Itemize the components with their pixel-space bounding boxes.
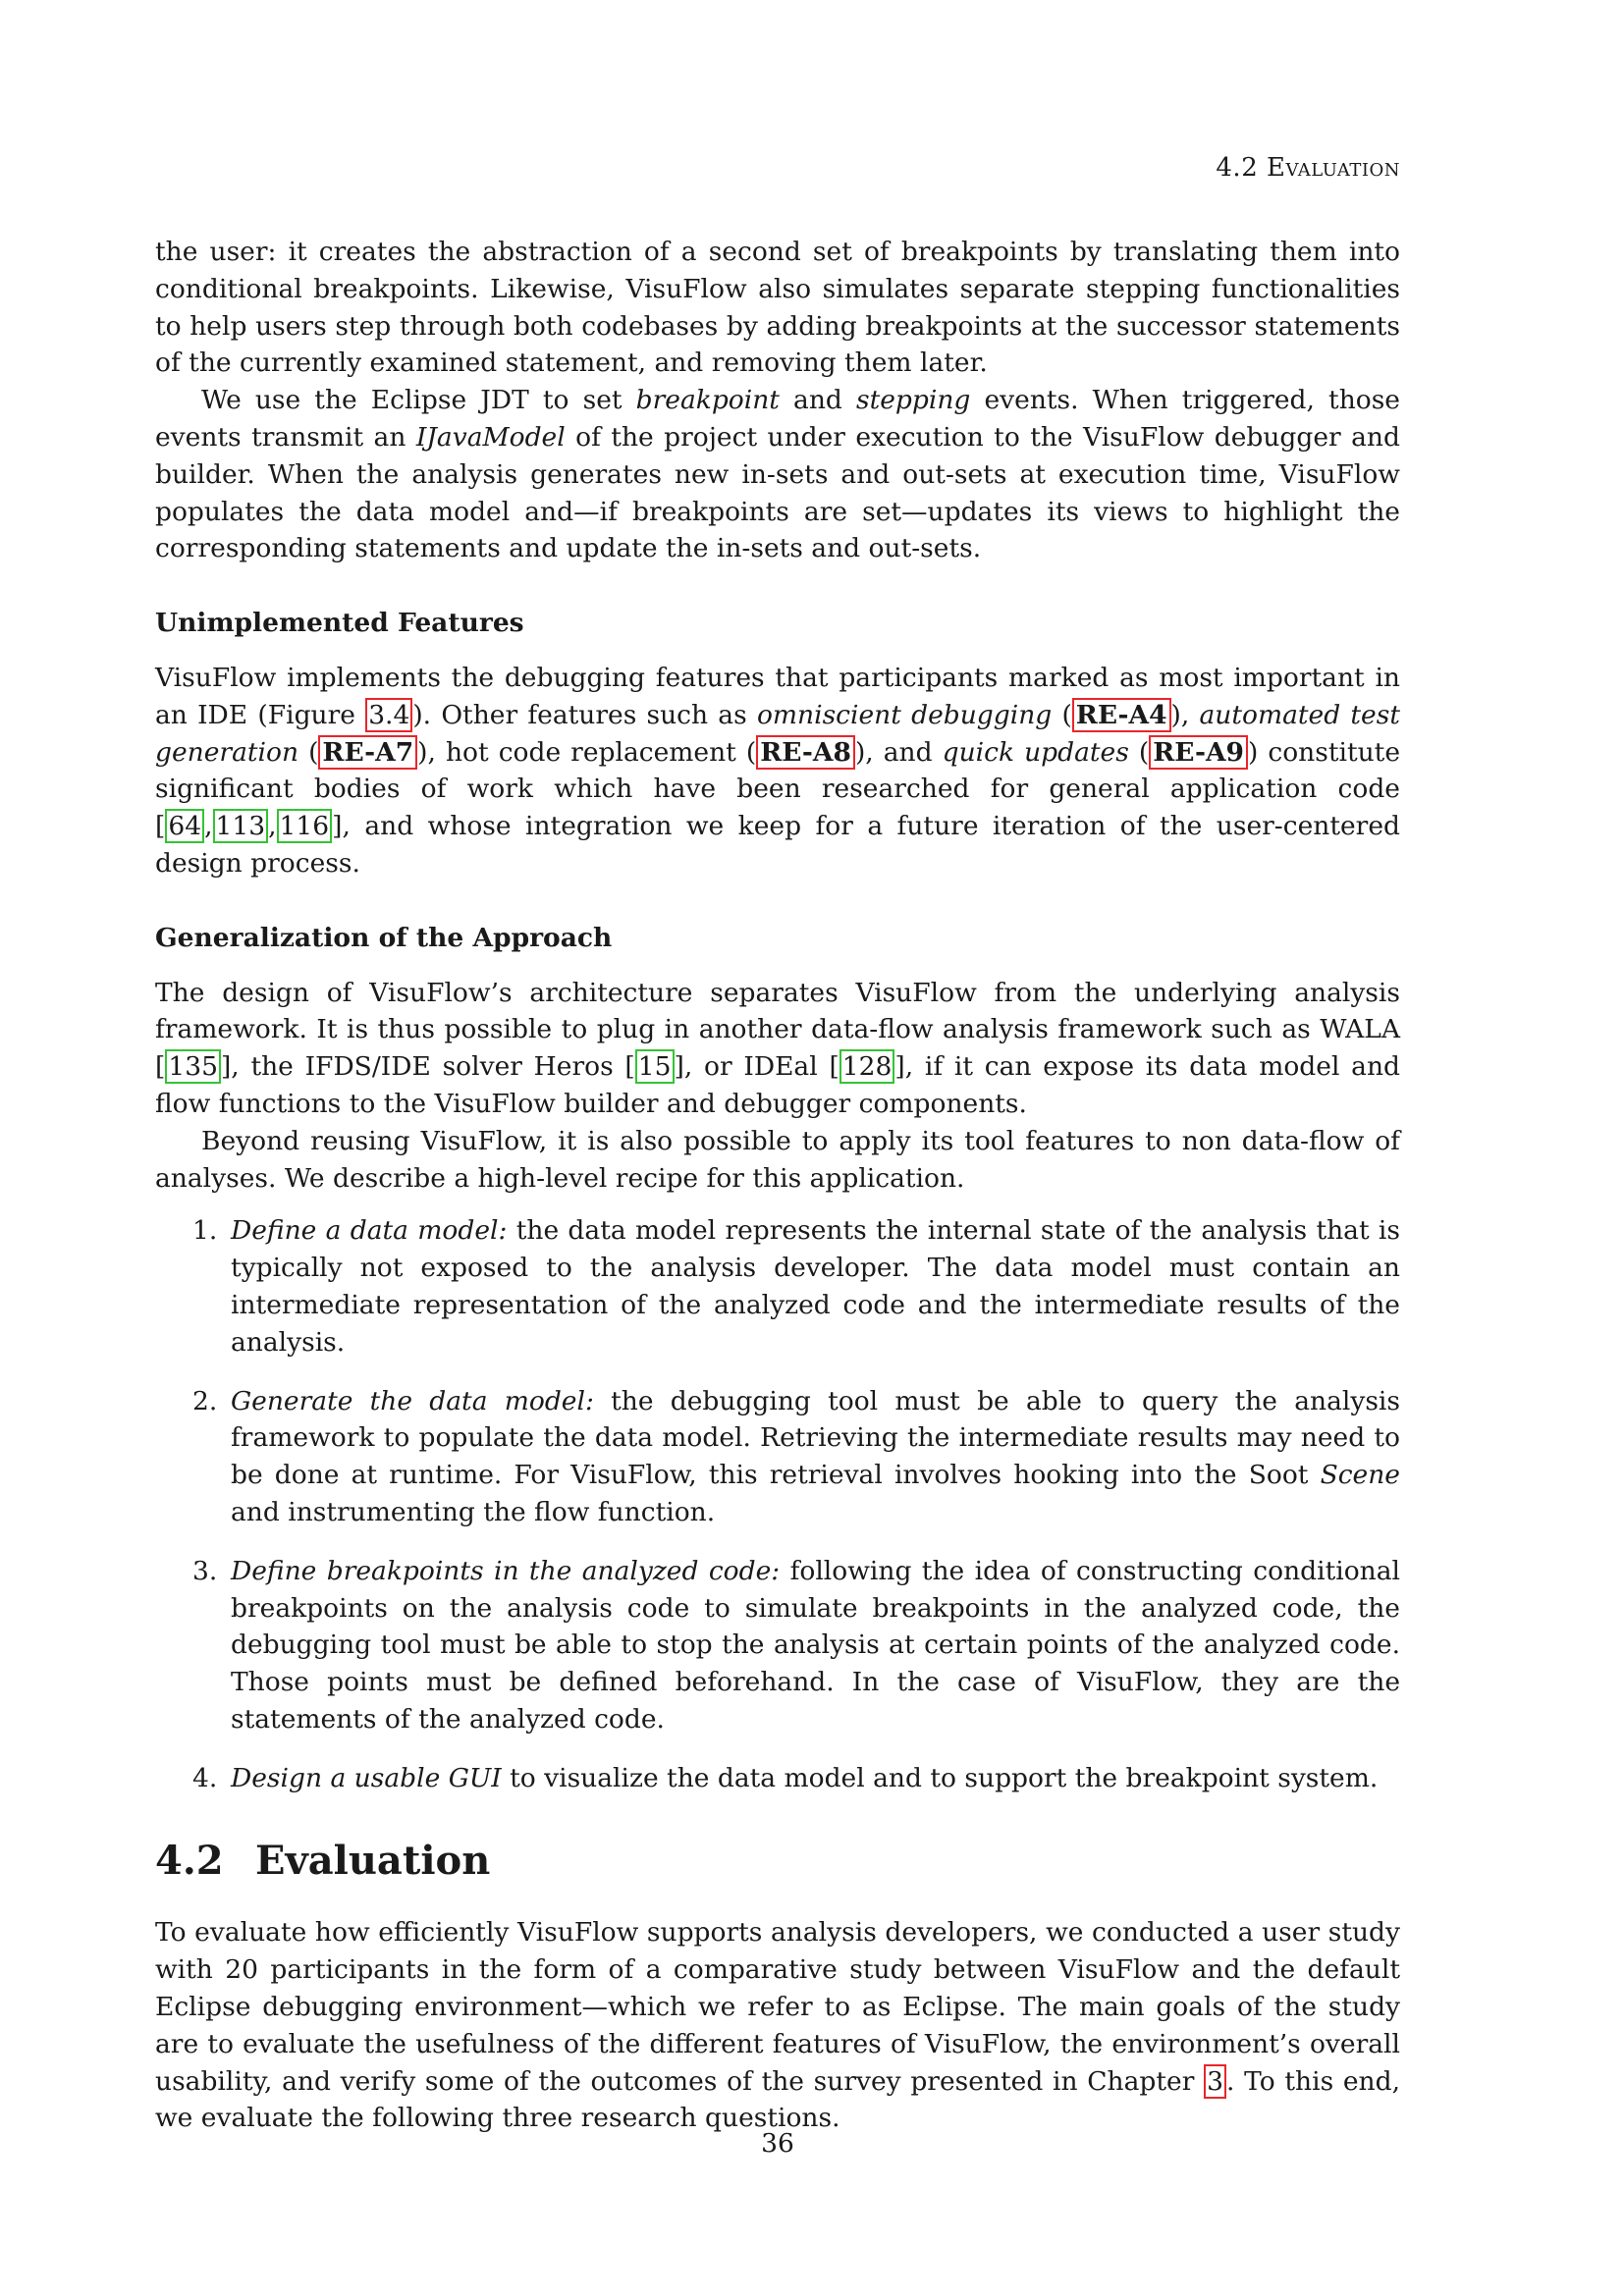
text-run: To evaluate how efficiently VisuFlow supports analysis developers, we conducted a user study with 20 participants in the form of a comparative study between VisuFlow and the default Eclipse debugging environment—which we refer to as Eclipse. The main goals of the study are to evaluate the usefulness of the different features of VisuFlow, the environment’s overall usability, and verify some of the outcomes of the survey presented in Chapter [155, 1917, 1400, 2097]
list-item-text: following the idea of constructing conditional breakpoints on the analysis code to simulate breakpoints in the analyzed code, the debugging tool must be able to stop the analysis at certain points of the analyzed code. Those points must be defined beforehand. In the case of VisuFlow, they are the statements of the analyzed code. [231, 1555, 1400, 1735]
text-run: ) constitute significant bodies of work which have been researched for general application code [ [155, 736, 1400, 842]
text-run: The design of VisuFlow’s architecture separates VisuFlow from the underlying analysis framework. It is thus possible to plug in another data-flow analysis framework such as WALA [ [155, 977, 1400, 1083]
emphasis: breakpoint [635, 385, 780, 416]
recipe-list [155, 1212, 1400, 1796]
citation-link[interactable]: 113 [213, 809, 269, 843]
emphasis: stepping [856, 385, 971, 416]
text-run: ), and [854, 736, 933, 768]
list-number: 2. [192, 1385, 218, 1416]
text-run: ). Other features such as [412, 699, 747, 730]
paragraph: VisuFlow implements the debugging features that participants marked as most important in an IDE (Figure 3.4 ). Other features such as omniscient debugging ( RE-A4 ), automated test generation ( RE-A7 ), hot code replacement ( RE-A8 ), and quick updates ( RE-A9 ) constitute significant bodies of work which have been researched for general application code [ 64 , 113 , 116 ], and whose integration we keep for a future iteration of the user-centered design process. [155, 662, 1400, 879]
paragraph: Beyond reusing VisuFlow, it is also possible to apply its tool features to non data-flow of analyses. We describe a high-level recipe for this application. [155, 1125, 1400, 1194]
text-run: and [793, 385, 842, 416]
list-item [155, 1383, 1400, 1531]
subsection-heading: Unimplemented Features [155, 608, 524, 639]
list-item-text: and instrumenting the flow function. [231, 1496, 716, 1527]
subsection-heading: Generalization of the Approach [155, 922, 613, 953]
body-text [155, 234, 1400, 2137]
text-run: , hot code replacement ( [427, 736, 757, 768]
list-item [155, 1553, 1400, 1738]
text-run: . To this end, we evaluate the following three research questions. [155, 2065, 1401, 2134]
paragraph: the user: it creates the abstraction of a second set of breakpoints by translating them into conditional breakpoints. Likewise, VisuFlow also simulates separate stepping functionalities to help users step through both codebases by adding breakpoints at the successor statements of the currently examined statement, and removing them later. [155, 237, 1400, 379]
list-item-text: the data model represents the internal state of the analysis that is typically not exposed to the analysis developer. The data model must contain an intermediate representation of the analyzed code and the intermediate results of the analysis. [231, 1215, 1400, 1358]
citation-link[interactable]: 15 [635, 1049, 675, 1084]
text-run: ], and whose integration we keep for a future iteration of the user-centered design process. [155, 811, 1400, 879]
emphasis: automated test generation [155, 699, 1400, 768]
figure-ref-link[interactable]: 3.4 [365, 698, 412, 732]
requirement-ref-link[interactable]: RE-A8 [756, 735, 855, 770]
text-run: ], or IDEal [ [674, 1051, 839, 1083]
emphasis: Scene [1320, 1460, 1400, 1491]
paragraph [155, 382, 1400, 567]
section-number: 4.2 [155, 1838, 224, 1885]
running-head-title: Evaluation [1267, 153, 1400, 183]
emphasis: quick updates [942, 736, 1129, 768]
section-title: Evaluation [255, 1838, 491, 1885]
text-run: events. When triggered, those events transmit an [155, 385, 1400, 453]
list-item-text: to visualize the data model and to support the breakpoint system. [501, 1762, 1379, 1793]
list-item-lead: Design a usable GUI [231, 1762, 502, 1793]
requirement-ref-link[interactable]: RE-A4 [1072, 698, 1171, 732]
text-run: of the project under execution to the VisuFlow debugger and builder. When the analysis generates new in-sets and out-sets at execution time, VisuFlow populates the data model and—if breakpoints are set—updates its views to highlight the corresponding statements and update the in-sets and out-sets. [155, 421, 1400, 564]
citation-link[interactable]: 116 [277, 809, 333, 843]
list-item-lead: Define a data model: [231, 1215, 508, 1247]
list-item-lead: Define breakpoints in the analyzed code: [231, 1555, 781, 1586]
list-item [155, 1760, 1400, 1797]
text-run: VisuFlow implements the debugging features that participants marked as most important in an IDE (Figure [155, 662, 1400, 730]
emphasis: IJavaModel [415, 421, 566, 453]
text-run: ], the IFDS/IDE solver Heros [ [220, 1051, 635, 1083]
citation-link[interactable]: 135 [165, 1049, 221, 1084]
list-number: 1. [192, 1215, 218, 1247]
list-item [155, 1212, 1400, 1361]
text-run: ], if it can expose its data model and flow functions to the VisuFlow builder and debugger components. [155, 1051, 1401, 1119]
requirement-ref-link[interactable]: RE-A7 [318, 735, 417, 770]
citation-link[interactable]: 128 [839, 1049, 895, 1084]
list-item-lead: Generate the data model: [231, 1385, 594, 1416]
chapter-ref-link[interactable]: 3 [1204, 2064, 1226, 2099]
list-number: 4. [192, 1762, 218, 1793]
paragraph [155, 1914, 1400, 2137]
running-head [1216, 153, 1400, 183]
text-run: We use the Eclipse JDT to set [201, 385, 623, 416]
section-heading [155, 1838, 1400, 1885]
list-number: 3. [192, 1555, 218, 1586]
citation-link[interactable]: 64 [165, 809, 204, 843]
paragraph [155, 975, 1400, 1123]
running-head-number: 4.2 [1216, 153, 1259, 183]
emphasis: omniscient debugging [756, 699, 1053, 730]
page-number: 36 [761, 2128, 794, 2159]
list-item-text: the debugging tool must be able to query the analysis framework to populate the data model. Retrieving the intermediate results may need to be done at runtime. For VisuFlow, this retrieval involves hooking into the Soot [231, 1385, 1400, 1491]
requirement-ref-link[interactable]: RE-A9 [1149, 735, 1248, 770]
